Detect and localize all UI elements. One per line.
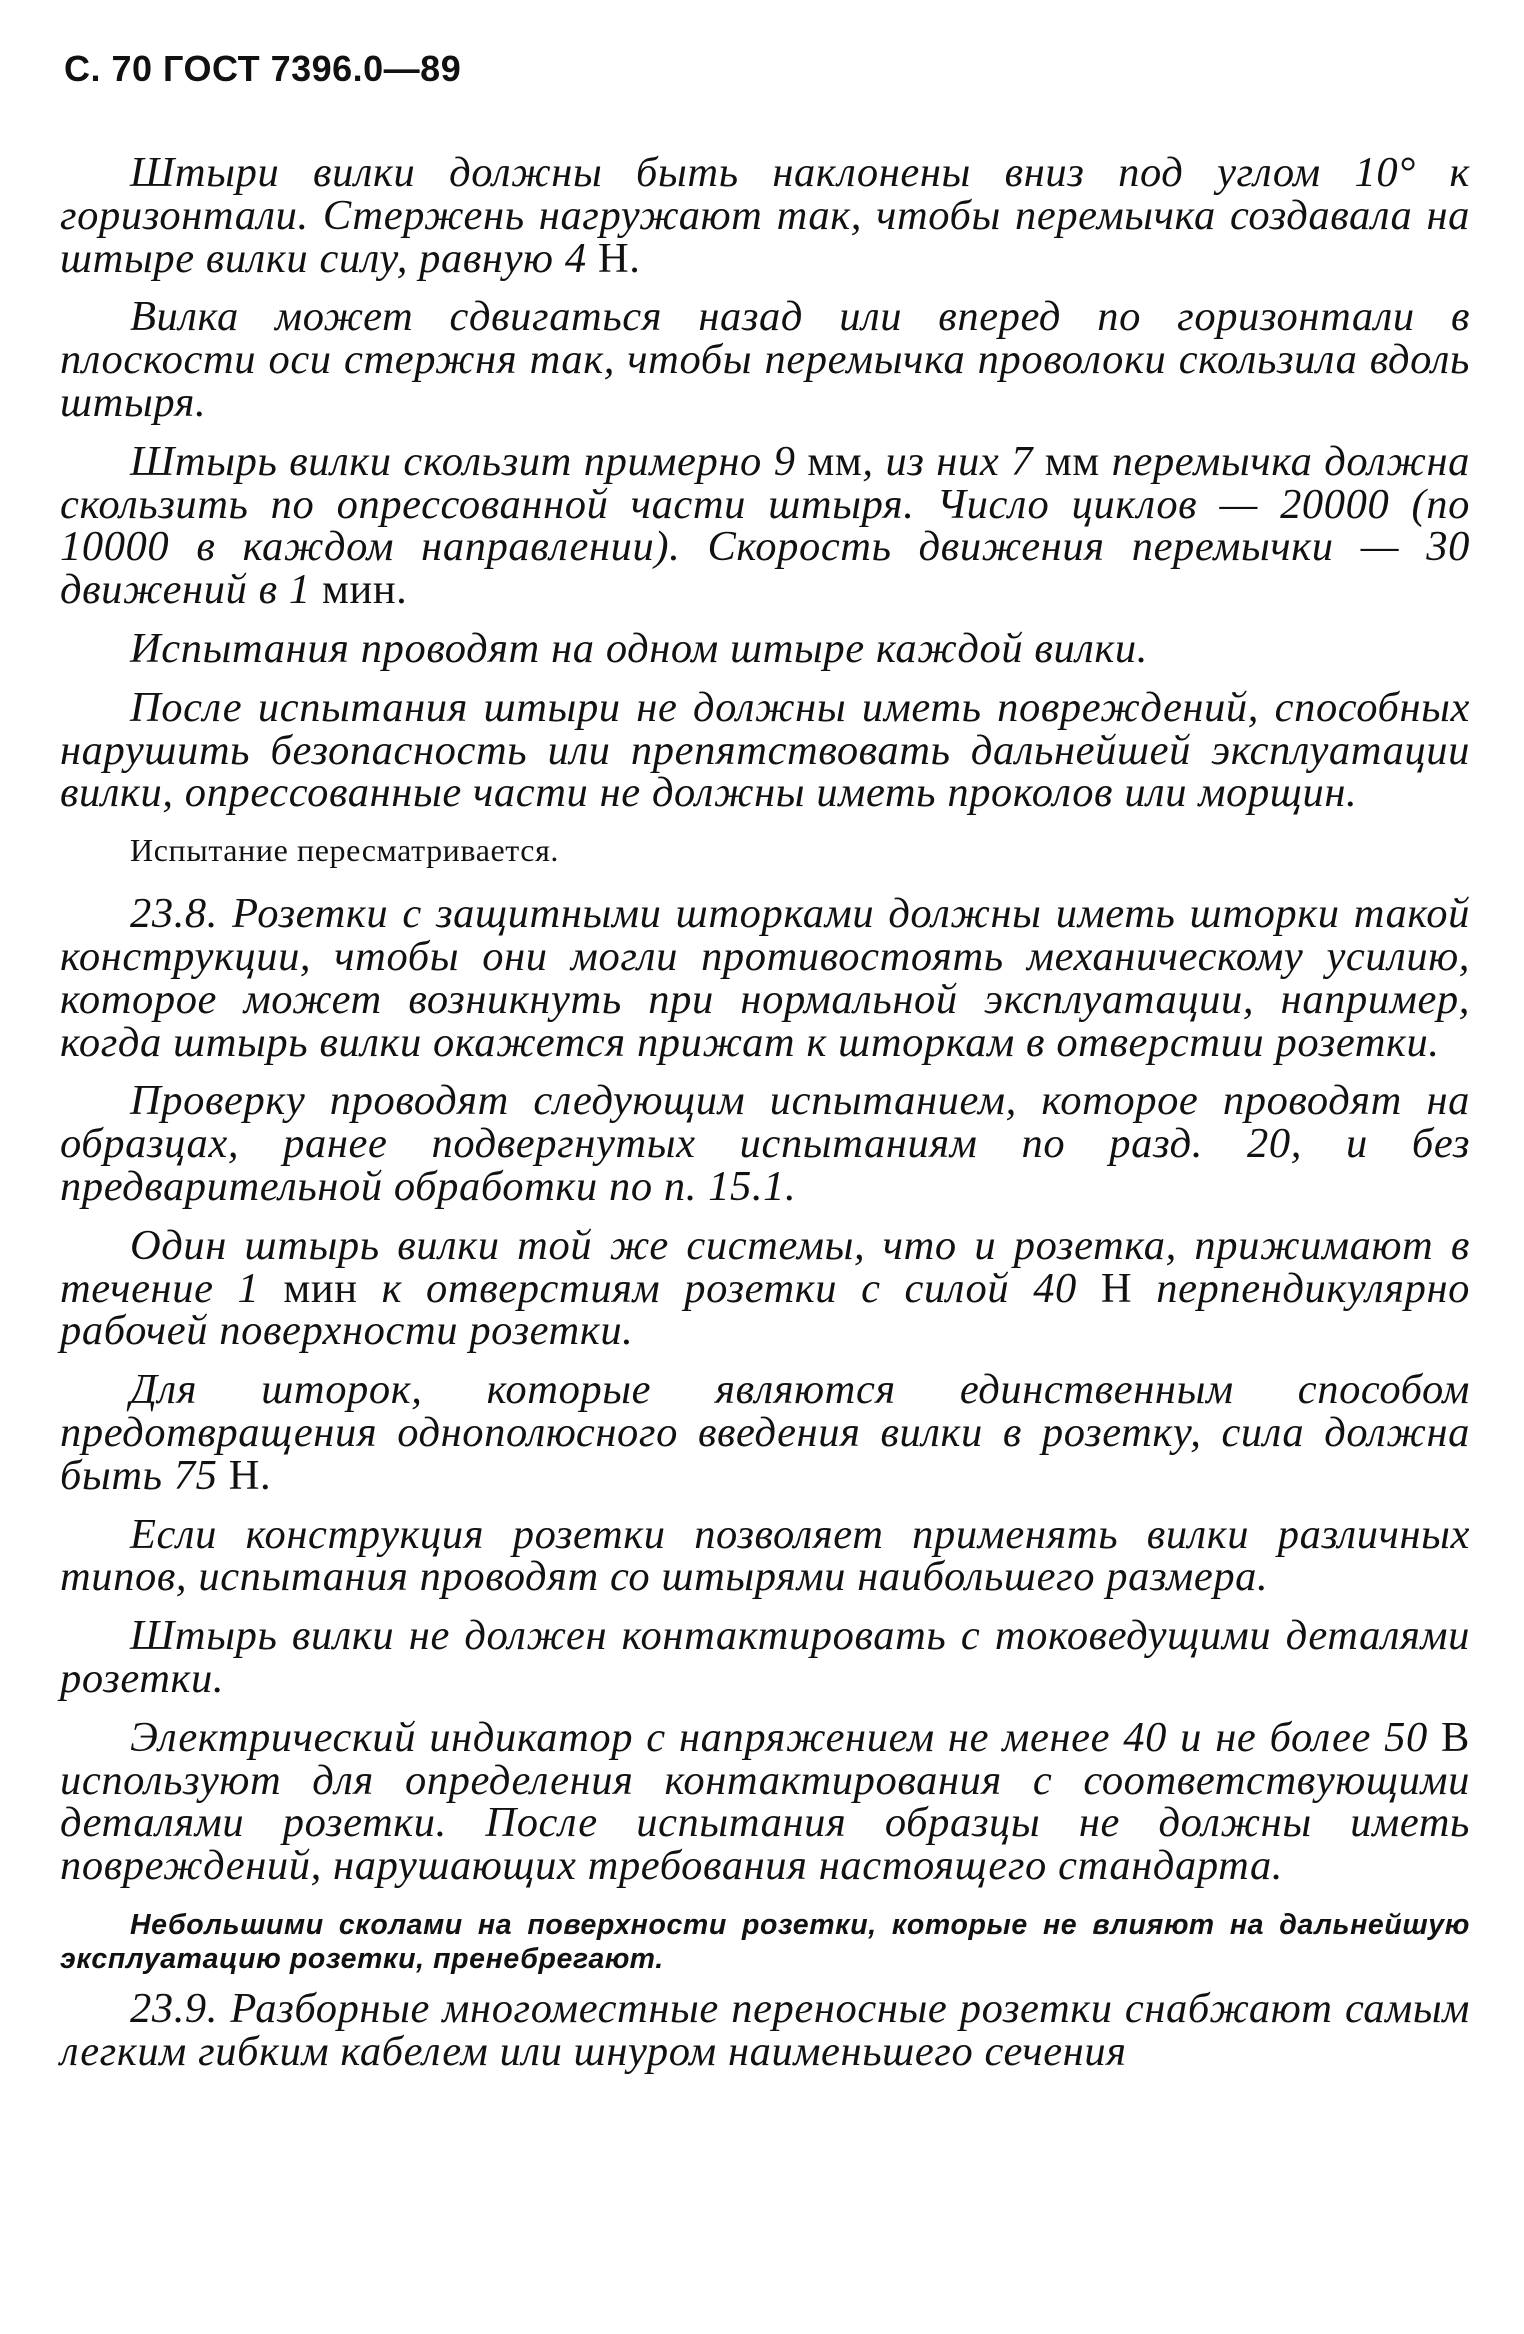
paragraph bbox=[60, 149, 1470, 282]
unit-text: Н. bbox=[597, 234, 641, 282]
paragraph bbox=[60, 437, 1470, 614]
paragraph: Проверку проводят следующим испытанием, которое проводят на образцах, ранее подвергнутых испытаниям по разд. 20, и без предварительной обработки по п. 15.1. bbox=[60, 1077, 1470, 1210]
paragraph: После испытания штыри не должны иметь повреждений, способных нарушить безопасность или препятствовать дальнейшей эксплуатации вилки, опрессованные части не должны иметь проколов или морщин. bbox=[60, 683, 1470, 817]
paragraph-text: Электрический индикатор с напряжением не менее 40 и не более 50 bbox=[130, 1713, 1442, 1761]
unit-text: мин bbox=[283, 1264, 358, 1312]
paragraph bbox=[60, 1713, 1470, 1890]
paragraph-text: перемычка должна скользить по опрессованной части штыря. Число циклов — 20000 (по 10000 в каждом направлении). Скорость движения перемычки — 30 движений в 1 bbox=[60, 437, 1470, 614]
paragraph bbox=[60, 1366, 1470, 1499]
paragraph-text: Штыри вилки должны быть наклонены вниз под углом 10° к горизонтали. Стержень нагружают так, чтобы перемычка создавала на штыре вилки силу, равную 4 bbox=[60, 149, 1470, 282]
unit-text: мм bbox=[807, 437, 863, 485]
unit-text: Н. bbox=[228, 1451, 272, 1499]
paragraph: Вилка может сдвигаться назад или вперед по горизонтали в плоскости оси стержня так, чтобы перемычка проволоки скользила вдоль штыря. bbox=[60, 293, 1470, 426]
paragraph-text: Один штырь вилки той же системы, что и розетка, прижимают в течение 1 bbox=[60, 1221, 1470, 1312]
document-page bbox=[60, 48, 1470, 2308]
unit-text: мин. bbox=[322, 566, 408, 614]
unit-text: мм bbox=[1044, 437, 1100, 485]
unit-text: В bbox=[1441, 1713, 1470, 1761]
paragraph-text: к отверстиям розетки с силой 40 bbox=[357, 1264, 1101, 1312]
paragraph-text: Для шторок, которые являются единственным способом предотвращения однополюсного введения вилки в розетку, сила должна быть 75 bbox=[60, 1366, 1470, 1499]
paragraph: 23.8. Розетки с защитными шторками должны иметь шторки такой конструкции, чтобы они могли противостоять механическому усилию, которое может возникнуть при нормальной эксплуатации, например, когда штырь вилки окажется прижат к шторкам в отверстии розетки. bbox=[60, 890, 1470, 1066]
unit-text: Н bbox=[1100, 1264, 1133, 1312]
paragraph: Штырь вилки не должен контактировать с токоведущими деталями розетки. bbox=[60, 1612, 1470, 1702]
paragraph-text: , из них 7 bbox=[862, 437, 1045, 485]
note: Испытание пересматривается. bbox=[130, 832, 559, 869]
paragraph-text: Штырь вилки скользит примерно 9 bbox=[130, 437, 808, 485]
page-header: С. 70 ГОСТ 7396.0—89 bbox=[64, 48, 462, 89]
document-body bbox=[60, 149, 1471, 2075]
paragraph: Испытания проводят на одном штыре каждой вилки. bbox=[130, 624, 1148, 672]
paragraph bbox=[60, 1221, 1471, 1355]
paragraph: Если конструкция розетки позволяет применять вилки различных типов, испытания проводят со штырями наибольшего размера. bbox=[60, 1510, 1470, 1601]
paragraph: 23.9. Разборные многоместные переносные розетки снабжают самым легким гибким кабелем или шнуром наименьшего сечения bbox=[60, 1984, 1470, 2075]
paragraph-text: используют для определения контактирования с соответствующими деталями розетки. После испытания образцы не должны иметь повреждений, нарушающих требования настоящего стандарта. bbox=[60, 1756, 1470, 1890]
note: Небольшими сколами на поверхности розетки, которые не влияют на дальнейшую эксплуатацию розетки, пренебрегают. bbox=[60, 1908, 1470, 1975]
paragraph-text: перпендикулярно рабочей поверхности розетки. bbox=[60, 1264, 1471, 1355]
